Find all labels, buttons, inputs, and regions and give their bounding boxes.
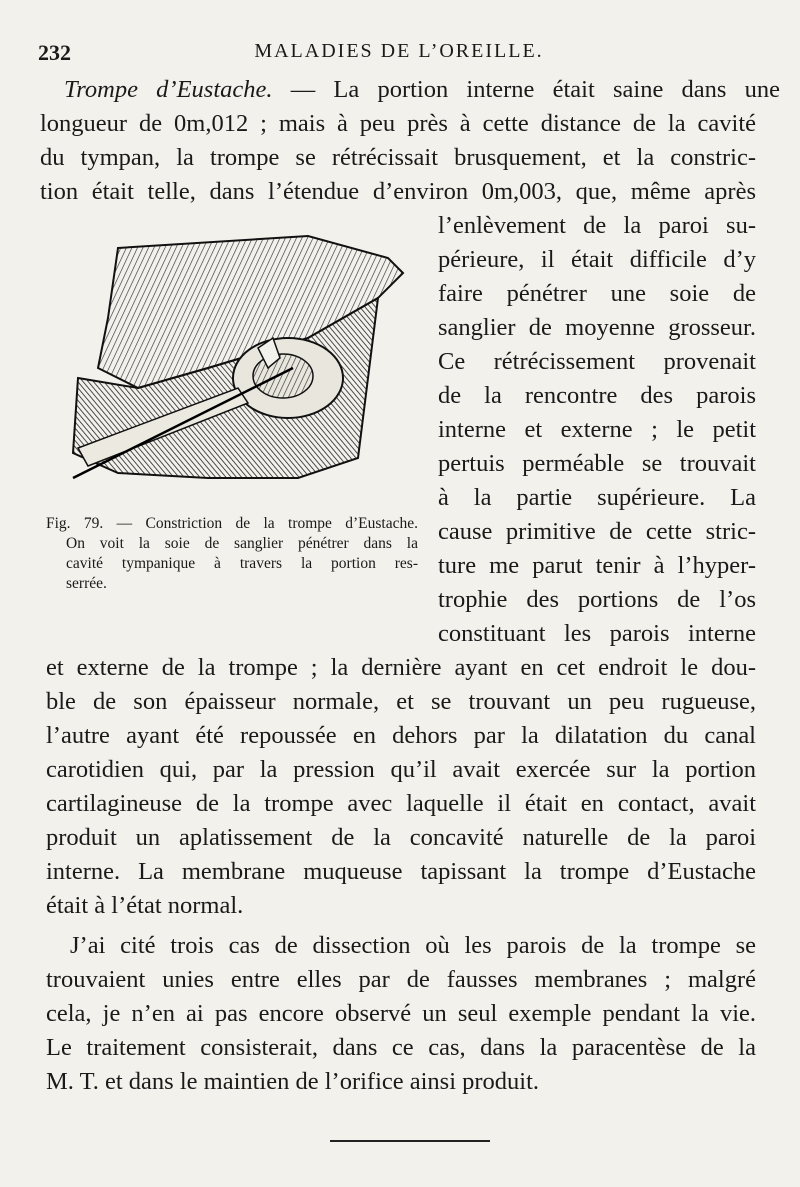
paragraph-line: cela, je n’en ai pas encore observé un seul exemple pendant la vie.: [46, 1000, 756, 1027]
paragraph-line: du tympan, la trompe se rétrécissait brusquement, et la constric-: [40, 144, 756, 171]
paragraph-line: J’ai cité trois cas de dissection où les parois de la trompe se: [70, 932, 756, 959]
paragraph-line: longueur de 0m,012 ; mais à peu près à cette distance de la cavité: [40, 110, 756, 137]
paragraph-line: trouvaient unies entre elles par de fausses membranes ; malgré: [46, 966, 756, 993]
paragraph-line: Ce rétrécissement provenait: [438, 348, 756, 375]
paragraph-line: carotidien qui, par la pression qu’il avait exercée sur la portion: [46, 756, 756, 783]
paragraph-line: trophie des portions de l’os: [438, 586, 756, 613]
paragraph-line: et externe de la trompe ; la dernière ayant en cet endroit le dou-: [46, 654, 756, 681]
paragraph-line: cause primitive de cette stric-: [438, 518, 756, 545]
page-header: [38, 34, 760, 64]
first-line-text: — La portion interne était saine dans une: [290, 76, 781, 103]
paragraph-line: interne et externe ; le petit: [438, 416, 756, 443]
paragraph-line: interne. La membrane muqueuse tapissant la trompe d’Eustache: [46, 858, 756, 885]
running-head: MALADIES DE L’OREILLE.: [254, 40, 544, 62]
paragraph-line: l’autre ayant été repoussée en dehors par la dilatation du canal: [46, 722, 756, 749]
paragraph-line: pertuis perméable se trouvait: [438, 450, 756, 477]
paragraph-line: était à l’état normal.: [46, 892, 244, 919]
paragraph-line: produit un aplatissement de la concavité naturelle de la paroi: [46, 824, 756, 851]
page-number: 232: [38, 40, 71, 65]
figure-illustration: [58, 228, 408, 500]
paragraph-line: cartilagineuse de la trompe avec laquelle il était en contact, avait: [46, 790, 756, 817]
paragraph-line: M. T. et dans le maintien de l’orifice ainsi produit.: [46, 1068, 540, 1095]
end-rule: [330, 1140, 490, 1142]
caption-line: cavité tympanique à travers la portion res-: [66, 555, 418, 572]
paragraph-line: ble de son épaisseur normale, et se trouvant un peu rugueuse,: [46, 688, 756, 715]
paragraph-line: à la partie supérieure. La: [438, 484, 756, 511]
figure-caption: [46, 514, 418, 594]
paragraph-line: de la rencontre des parois: [438, 382, 756, 409]
paragraph-line: tion était telle, dans l’étendue d’environ 0m,003, que, même après: [40, 178, 756, 205]
paragraph-line: l’enlèvement de la paroi su-: [438, 212, 756, 239]
paragraph-line: sanglier de moyenne grosseur.: [438, 314, 756, 341]
paragraph-line: Le traitement consisterait, dans ce cas, dans la paracentèse de la: [46, 1034, 756, 1061]
section-title: Trompe d’Eustache.: [64, 76, 273, 103]
caption-line: Fig. 79. — Constriction de la trompe d’Eustache.: [46, 515, 418, 532]
caption-line: On voit la soie de sanglier pénétrer dans la: [66, 535, 418, 552]
caption-line: serrée.: [66, 575, 107, 592]
paragraph-line: ture me parut tenir à l’hyper-: [438, 552, 756, 579]
eustachian-tube-engraving: [58, 228, 408, 500]
paragraph-line: constituant les parois interne: [438, 620, 756, 647]
paragraph-line: faire pénétrer une soie de: [438, 280, 756, 307]
paragraph-line: périeure, il était difficile d’y: [438, 246, 756, 273]
paragraph-line: [40, 74, 780, 106]
